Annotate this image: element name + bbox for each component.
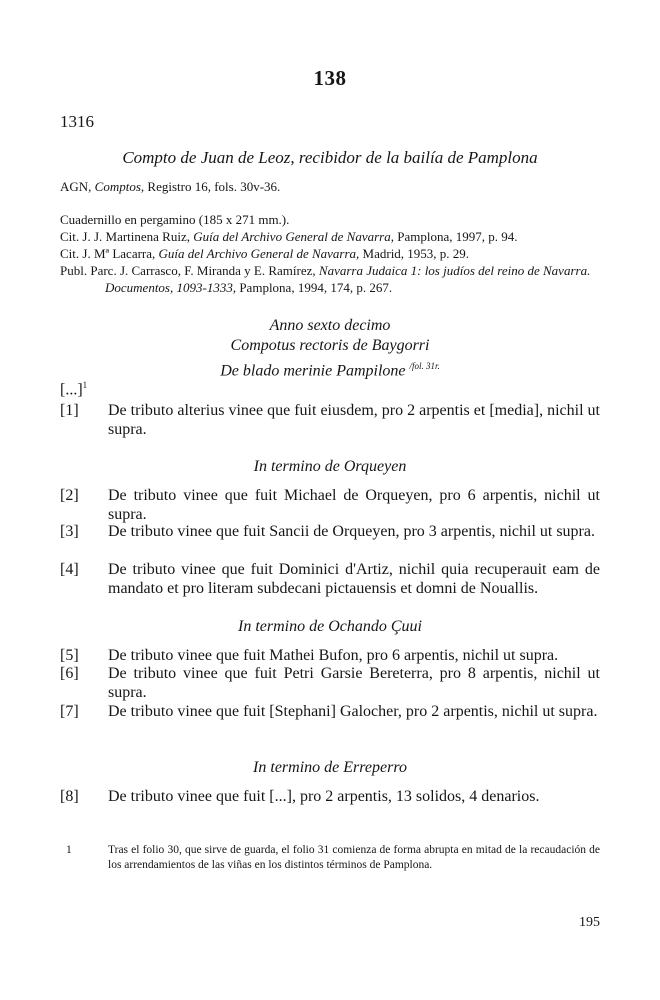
heading-year: Anno sexto decimo [269, 317, 391, 334]
publication-work: Navarra Judaica 1: los judíos del reino de Navarra. Documentos, 1093-1333, [105, 263, 591, 295]
document-title: Compto de Juan de Leoz, recibidor de la bailía de Pamplona [122, 148, 538, 167]
entry-number: [8] [60, 788, 79, 805]
entry-number: [3] [60, 523, 79, 540]
publication-authors: Publ. Parc. J. Carrasco, F. Miranda y E. Ramírez, [60, 263, 319, 278]
lacuna-marker [60, 380, 87, 399]
citation-2-rest: Madrid, 1953, p. 29. [359, 246, 470, 261]
publication-rest: Pamplona, 1994, 174, p. 267. [236, 280, 393, 295]
entry-text: De tributo vinee que fuit Mathei Bufon, pro 6 arpentis, nichil ut supra. [108, 647, 559, 664]
entry-number: [1] [60, 402, 79, 419]
folio-mark: /fol. 31r. [409, 361, 440, 371]
lacuna-text: [...] [60, 381, 83, 399]
heading-compotus: Compotus rectoris de Baygorri [230, 337, 430, 354]
section-heading-erreperro: In termino de Erreperro [253, 759, 407, 776]
document-number: 138 [313, 66, 347, 90]
citation-2 [60, 245, 600, 262]
footnote-number: 1 [66, 844, 72, 856]
entry [60, 646, 600, 665]
document-description: Cuadernillo en pergamino (185 x 271 mm.). [60, 212, 290, 227]
entry [60, 787, 600, 806]
entry-text: De tributo alterius vinee que fuit eiusdem, pro 2 arpentis et [media], nichil ut supra. [108, 402, 600, 438]
citation-1 [60, 228, 600, 245]
publication-reference [60, 262, 600, 296]
entry [60, 664, 600, 702]
entry-text: De tributo vinee que fuit Sancii de Orqueyen, pro 3 arpentis, nichil ut supra. [108, 523, 595, 540]
citation-1-work: Guía del Archivo General de Navarra, [193, 229, 394, 244]
entry [60, 522, 600, 541]
footnote-text: Tras el folio 30, que sirve de guarda, el folio 31 comienza de forma abrupta en mitad de la recaudación de los arrendamientos de las viñas en los distintos términos de Pamplona. [108, 844, 600, 871]
entry-text: De tributo vinee que fuit Petri Garsie Bereterra, pro 8 arpentis, nichil ut supra. [108, 665, 600, 701]
source-archive: AGN, [60, 179, 92, 194]
entry-text: De tributo vinee que fuit [Stephani] Galocher, pro 2 arpentis, nichil ut supra. [108, 703, 598, 720]
source-series: Comptos, [94, 179, 145, 194]
archive-source [60, 178, 600, 195]
entry-text: De tributo vinee que fuit Michael de Orqueyen, pro 6 arpentis, nichil ut supra. [108, 487, 600, 523]
section-heading-orqueyen: In termino de Orqueyen [253, 458, 407, 475]
entry-number: [7] [60, 703, 79, 720]
entry-text: De tributo vinee que fuit [...], pro 2 arpentis, 13 solidos, 4 denarios. [108, 788, 540, 805]
entry [60, 486, 600, 524]
footnote-ref: 1 [82, 380, 88, 390]
document-year: 1316 [60, 112, 94, 131]
section-heading-ochando: In termino de Ochando Çuui [238, 618, 422, 635]
source-ref: Registro 16, fols. 30v-36. [144, 179, 281, 194]
heading-blado-text: De blado merinie Pampilone [220, 362, 406, 380]
page-number: 195 [579, 915, 600, 930]
citation-2-author: Cit. J. Mª Lacarra, [60, 246, 159, 261]
entry [60, 401, 600, 439]
citation-2-work: Guía del Archivo General de Navarra, [158, 246, 360, 261]
citation-1-author: Cit. J. J. Martinena Ruiz, [60, 229, 194, 244]
entry-number: [5] [60, 647, 79, 664]
entry-number: [2] [60, 487, 79, 504]
entry [60, 560, 600, 598]
footnote [60, 843, 600, 873]
entry [60, 702, 600, 721]
entry-text: De tributo vinee que fuit Dominici d'Artiz, nichil quia recuperauit eam de mandato et pro literam subdecani pictauensis et domni de Nouallis. [108, 561, 600, 597]
heading-block [60, 316, 600, 381]
heading-blado [60, 356, 600, 381]
entry-number: [4] [60, 561, 79, 578]
citation-1-rest: Pamplona, 1997, p. 94. [394, 229, 518, 244]
entry-number: [6] [60, 665, 79, 682]
